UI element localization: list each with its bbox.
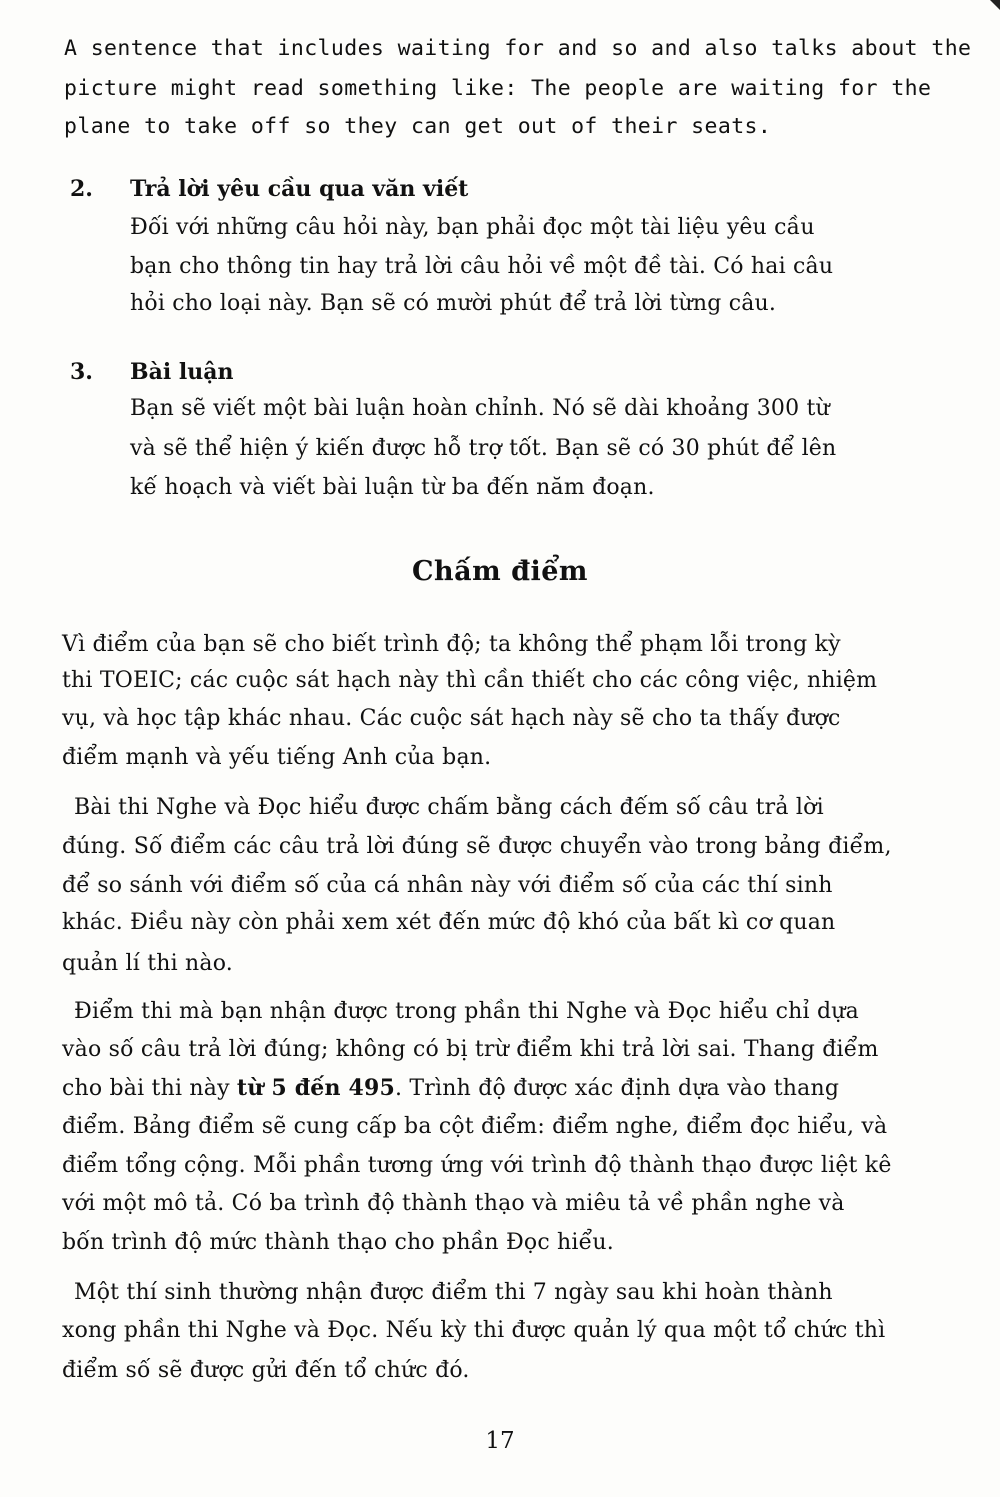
section-title: Trả lời yêu cầu qua văn viết bbox=[130, 176, 469, 202]
paragraph-line: Điểm thi mà bạn nhận được trong phần thi Nghe và Đọc hiểu chỉ dựa bbox=[74, 999, 859, 1024]
section-text-line: và sẽ thể hiện ý kiến được hỗ trợ tốt. Bạn sẽ có 30 phút để lên bbox=[130, 436, 837, 461]
section-text-line: Đối với những câu hỏi này, bạn phải đọc một tài liệu yêu cầu bbox=[130, 215, 815, 240]
paragraph-line: Một thí sinh thường nhận được điểm thi 7 ngày sau khi hoàn thành bbox=[74, 1280, 833, 1305]
paragraph-line: bốn trình độ mức thành thạo cho phần Đọc hiểu. bbox=[62, 1230, 614, 1255]
paragraph-line: quản lí thi nào. bbox=[62, 951, 233, 976]
section-number: 3. bbox=[70, 359, 93, 385]
paragraph-line: điểm. Bảng điểm sẽ cung cấp ba cột điểm: điểm nghe, điểm đọc hiểu, và bbox=[62, 1114, 888, 1139]
section-title: Bài luận bbox=[130, 359, 234, 385]
page-corner-mark bbox=[990, 0, 1000, 10]
section-text-line: Bạn sẽ viết một bài luận hoàn chỉnh. Nó sẽ dài khoảng 300 từ bbox=[130, 396, 830, 421]
paragraph-line: thi TOEIC; các cuộc sát hạch này thì cần thiết cho các công việc, nhiệm bbox=[62, 668, 878, 693]
paragraph-line: đúng. Số điểm các câu trả lời đúng sẽ được chuyển vào trong bảng điểm, bbox=[62, 834, 892, 859]
section-text-line: kế hoạch và viết bài luận từ ba đến năm đoạn. bbox=[130, 475, 655, 500]
paragraph-line: điểm tổng cộng. Mỗi phần tương ứng với trình độ thành thạo được liệt kê bbox=[62, 1153, 892, 1178]
scoring-heading: Chấm điểm bbox=[412, 556, 588, 587]
paragraph-line: Vì điểm của bạn sẽ cho biết trình độ; ta không thể phạm lỗi trong kỳ bbox=[62, 632, 841, 657]
paragraph-line bbox=[62, 1077, 839, 1100]
intro-line: picture might read something like: The people are waiting for the bbox=[64, 76, 932, 101]
paragraph-line: điểm số sẽ được gửi đến tổ chức đó. bbox=[62, 1358, 470, 1383]
section-text-line: bạn cho thông tin hay trả lời câu hỏi về một đề tài. Có hai câu bbox=[130, 254, 834, 279]
paragraph-line: điểm mạnh và yếu tiếng Anh của bạn. bbox=[62, 745, 492, 770]
section-text-line: hỏi cho loại này. Bạn sẽ có mười phút để trả lời từng câu. bbox=[130, 291, 777, 316]
page-number: 17 bbox=[485, 1428, 515, 1454]
paragraph-line: Bài thi Nghe và Đọc hiểu được chấm bằng cách đếm số câu trả lời bbox=[74, 795, 824, 820]
text-run: . Trình độ được xác định dựa vào thang bbox=[395, 1076, 840, 1101]
paragraph-line: để so sánh với điểm số của cá nhân này với điểm số của các thí sinh bbox=[62, 873, 833, 898]
paragraph-line: với một mô tả. Có ba trình độ thành thạo và miêu tả về phần nghe và bbox=[62, 1191, 845, 1216]
text-run: cho bài thi này bbox=[62, 1076, 237, 1101]
paragraph-line: khác. Điều này còn phải xem xét đến mức độ khó của bất kì cơ quan bbox=[62, 910, 836, 935]
intro-line: A sentence that includes waiting for and so and also talks about the bbox=[64, 36, 972, 61]
score-range: từ 5 đến 495 bbox=[236, 1075, 396, 1101]
section-number: 2. bbox=[70, 176, 93, 202]
paragraph-line: vụ, và học tập khác nhau. Các cuộc sát hạch này sẽ cho ta thấy được bbox=[62, 706, 841, 731]
paragraph-line: xong phần thi Nghe và Đọc. Nếu kỳ thi được quản lý qua một tổ chức thì bbox=[62, 1318, 886, 1343]
paragraph-line: vào số câu trả lời đúng; không có bị trừ điểm khi trả lời sai. Thang điểm bbox=[62, 1037, 879, 1062]
intro-line: plane to take off so they can get out of their seats. bbox=[64, 114, 772, 139]
